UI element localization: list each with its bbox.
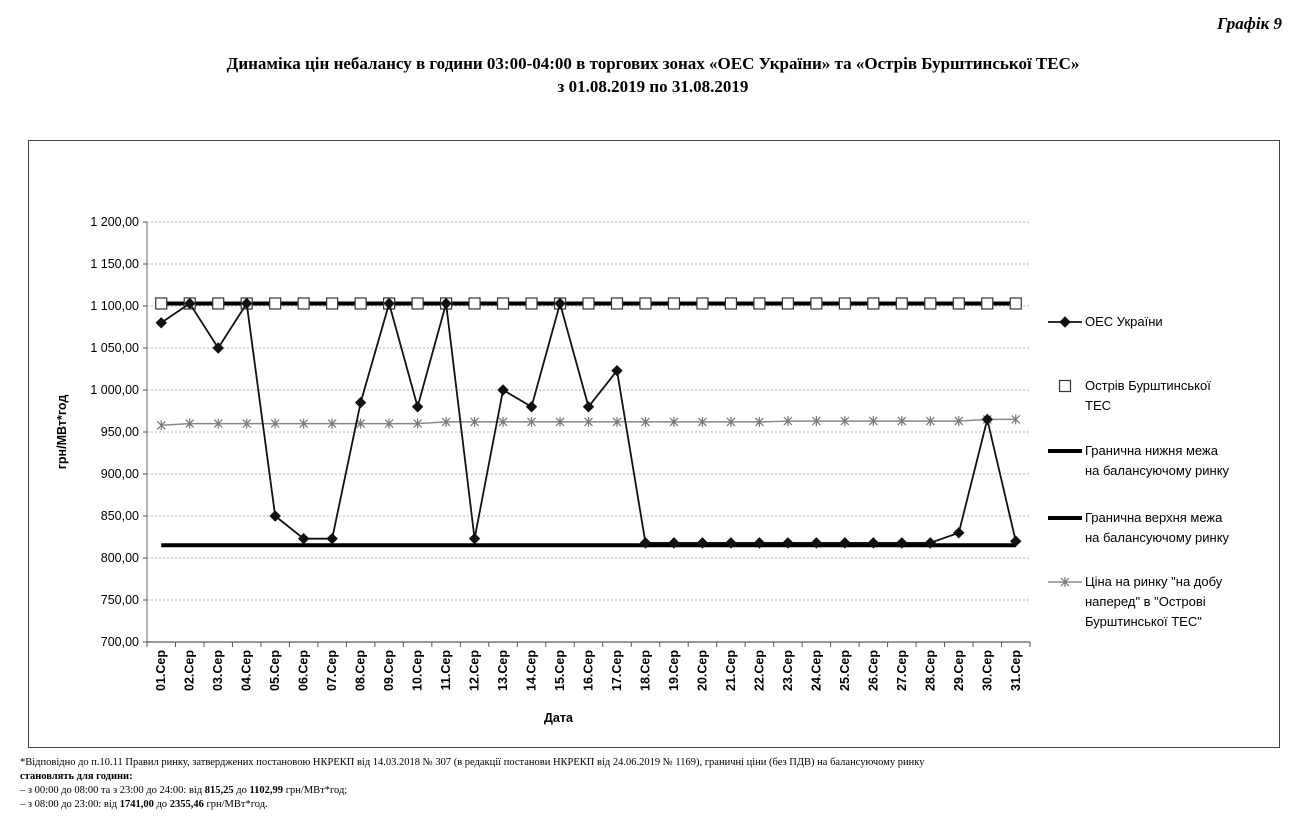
- footnote-line-3c: до: [233, 785, 250, 796]
- chart-subtitle: з 01.08.2019 по 31.08.2019: [557, 77, 749, 96]
- x-tick-label: 07.Сер: [325, 650, 340, 691]
- x-tick-label: 01.Сер: [154, 650, 169, 691]
- burshtyn-point: [611, 298, 622, 309]
- y-tick-label: 750,00: [100, 593, 139, 607]
- oes-point: [498, 385, 508, 395]
- burshtyn-point: [640, 298, 651, 309]
- x-tick-label: 19.Сер: [666, 650, 681, 691]
- legend-label: ОЕС України: [1085, 314, 1163, 329]
- series-layer: [156, 298, 1022, 548]
- legend-label: Острів Бурштинської: [1085, 378, 1211, 393]
- x-tick-label: 27.Сер: [894, 650, 909, 691]
- x-tick-label: 02.Сер: [182, 650, 197, 691]
- oes-point: [213, 343, 223, 353]
- x-tick-label: 10.Сер: [410, 650, 425, 691]
- y-tick-label: 900,00: [100, 467, 139, 481]
- x-tick-label: 20.Сер: [695, 650, 710, 691]
- chart-title: Динаміка цін небалансу в години 03:00-04:00 в торгових зонах «ОЕС України» та «Острів Бурштинської ТЕС»: [226, 54, 1080, 73]
- burshtyn-point: [839, 298, 850, 309]
- x-tick-label: 18.Сер: [638, 650, 653, 691]
- burshtyn-point: [498, 298, 509, 309]
- x-tick-label: 15.Сер: [553, 650, 568, 691]
- x-tick-label: 03.Сер: [211, 650, 226, 691]
- y-tick-label: 950,00: [100, 425, 139, 439]
- burshtyn-point: [327, 298, 338, 309]
- x-tick-label: 31.Сер: [1008, 650, 1023, 691]
- y-tick-label: 1 200,00: [90, 215, 139, 229]
- series-dam-price-markers: [157, 414, 1020, 430]
- burshtyn-point: [925, 298, 936, 309]
- burshtyn-point: [896, 298, 907, 309]
- x-tick-label: 29.Сер: [951, 650, 966, 691]
- x-tick-label: 11.Сер: [439, 650, 454, 691]
- y-tick-label: 1 150,00: [90, 257, 139, 271]
- y-tick-label: 1 050,00: [90, 341, 139, 355]
- y-tick-label: 850,00: [100, 509, 139, 523]
- x-tick-label: 13.Сер: [496, 650, 511, 691]
- oes-point: [470, 534, 480, 544]
- burshtyn-point: [953, 298, 964, 309]
- legend-item-1: [1048, 314, 1163, 329]
- x-axis: [147, 642, 1030, 725]
- oes-point: [527, 402, 537, 412]
- legend-label: на балансуючому ринку: [1085, 530, 1230, 545]
- oes-point: [327, 534, 337, 544]
- burshtyn-point: [982, 298, 993, 309]
- oes-point: [413, 402, 423, 412]
- x-tick-label: 28.Сер: [923, 650, 938, 691]
- legend-swatch-marker: [1060, 381, 1071, 392]
- x-tick-label: 25.Сер: [837, 650, 852, 691]
- footnote: [20, 756, 1290, 812]
- legend-swatch-marker: [1060, 317, 1070, 327]
- footnote-line-4a: – з 08:00 до 23:00: від: [20, 799, 120, 810]
- burshtyn-point: [668, 298, 679, 309]
- footnote-day-lower-limit: 1741,00: [119, 799, 154, 810]
- oes-point: [356, 398, 366, 408]
- legend-label: ТЕС: [1085, 398, 1111, 413]
- y-tick-label: 1 000,00: [90, 383, 139, 397]
- x-tick-label: 04.Сер: [239, 650, 254, 691]
- legend-label: Ціна на ринку "на добу: [1085, 574, 1223, 589]
- burshtyn-point: [526, 298, 537, 309]
- x-tick-label: 17.Сер: [609, 650, 624, 691]
- burshtyn-point: [811, 298, 822, 309]
- x-tick-label: 23.Сер: [780, 650, 795, 691]
- x-tick-label: 21.Сер: [723, 650, 738, 691]
- x-axis-label: Дата: [544, 711, 573, 725]
- chart-number: Графік 9: [1216, 14, 1282, 33]
- footnote-upper-limit: 1102,99: [249, 785, 284, 796]
- x-tick-label: 06.Сер: [296, 650, 311, 691]
- y-tick-label: 800,00: [100, 551, 139, 565]
- burshtyn-point: [270, 298, 281, 309]
- x-tick-label: 12.Сер: [467, 650, 482, 691]
- burshtyn-point: [754, 298, 765, 309]
- x-tick-label: 26.Сер: [866, 650, 881, 691]
- y-tick-label: 700,00: [100, 635, 139, 649]
- y-tick-label: 1 100,00: [90, 299, 139, 313]
- y-axis: [55, 215, 147, 649]
- footnote-lower-limit: 815,25: [204, 785, 234, 796]
- burshtyn-point: [782, 298, 793, 309]
- x-tick-label: 09.Сер: [382, 650, 397, 691]
- burshtyn-point: [583, 298, 594, 309]
- oes-point: [954, 528, 964, 538]
- legend-item-3: [1048, 443, 1230, 478]
- x-tick-label: 14.Сер: [524, 650, 539, 691]
- burshtyn-point: [469, 298, 480, 309]
- oes-point: [156, 318, 166, 328]
- footnote-line-3e: грн/МВт*год;: [283, 785, 348, 796]
- burshtyn-point: [868, 298, 879, 309]
- legend-label: на балансуючому ринку: [1085, 463, 1230, 478]
- burshtyn-point: [725, 298, 736, 309]
- burshtyn-point: [412, 298, 423, 309]
- footnote-line-2: становлять для години:: [20, 771, 133, 782]
- footnote-line-3a: – з 00:00 до 08:00 та з 23:00 до 24:00: від: [20, 785, 205, 796]
- burshtyn-point: [298, 298, 309, 309]
- burshtyn-point: [355, 298, 366, 309]
- x-tick-label: 24.Сер: [809, 650, 824, 691]
- footnote-line-4e: грн/МВт*год.: [203, 799, 268, 810]
- x-tick-label: 30.Сер: [980, 650, 995, 691]
- x-tick-label: 08.Сер: [353, 650, 368, 691]
- burshtyn-point: [213, 298, 224, 309]
- burshtyn-point: [156, 298, 167, 309]
- legend-label: Гранична нижня межа: [1085, 443, 1218, 458]
- legend-label: Гранична верхня межа: [1085, 510, 1223, 525]
- footnote-day-upper-limit: 2355,46: [169, 799, 204, 810]
- x-tick-label: 05.Сер: [268, 650, 283, 691]
- y-axis-label: грн/МВт*год: [55, 394, 69, 470]
- burshtyn-point: [1010, 298, 1021, 309]
- legend: [1048, 314, 1230, 629]
- burshtyn-point: [697, 298, 708, 309]
- legend-label: наперед" в "Острові: [1085, 594, 1206, 609]
- legend-item-5: [1048, 574, 1223, 629]
- x-tick-label: 16.Сер: [581, 650, 596, 691]
- footnote-line-4: [20, 798, 1290, 812]
- footnote-line-3: [20, 784, 1290, 798]
- legend-item-2: [1060, 378, 1212, 413]
- legend-item-4: [1048, 510, 1230, 545]
- footnote-line-1: *Відповідно до п.10.11 Правил ринку, затверджених постановою НКРЕКП від 14.03.2018 № 307 (в редакції постанови НКРЕКП від 24.06.2019 № 1169), граничні ціни (без ПДВ) на балансуючому ринку: [20, 757, 925, 768]
- x-tick-label: 22.Сер: [752, 650, 767, 691]
- legend-label: Бурштинської ТЕС": [1085, 614, 1202, 629]
- footnote-line-4c: до: [153, 799, 170, 810]
